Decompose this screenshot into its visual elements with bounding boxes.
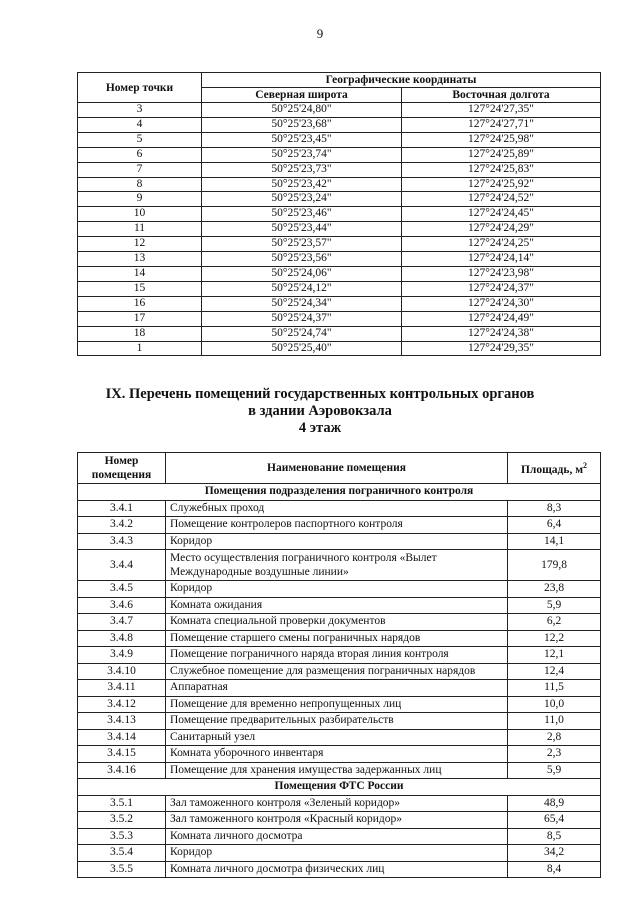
room-area-cell: 179,8 [508, 550, 601, 581]
point-number-cell: 17 [78, 311, 202, 326]
longitude-cell: 127°24'27,71" [402, 117, 601, 132]
room-row [78, 581, 601, 598]
room-number-cell: 3.4.10 [78, 663, 166, 680]
latitude-cell: 50°25'23,42" [202, 177, 402, 192]
longitude-cell: 127°24'24,29" [402, 222, 601, 237]
room-name-cell: Коридор [166, 533, 508, 550]
room-name-cell: Комната личного досмотра [166, 828, 508, 845]
point-number-cell: 12 [78, 237, 202, 252]
room-row [78, 729, 601, 746]
point-number-cell: 9 [78, 192, 202, 207]
room-number-cell: 3.5.3 [78, 828, 166, 845]
latitude-cell: 50°25'23,46" [202, 207, 402, 222]
point-number-cell: 14 [78, 266, 202, 281]
header-room-number: Номер помещения [78, 453, 166, 484]
room-area-cell: 8,4 [508, 861, 601, 878]
room-name-cell: Коридор [166, 845, 508, 862]
room-name-cell: Комната личного досмотра физических лиц [166, 861, 508, 878]
room-number-cell: 3.5.5 [78, 861, 166, 878]
latitude-cell: 50°25'23,56" [202, 252, 402, 267]
room-row [78, 812, 601, 829]
room-number-cell: 3.5.4 [78, 845, 166, 862]
header-longitude: Восточная долгота [402, 88, 601, 103]
room-area-cell: 5,9 [508, 762, 601, 779]
room-number-cell: 3.4.13 [78, 713, 166, 730]
room-number-cell: 3.4.12 [78, 696, 166, 713]
longitude-cell: 127°24'24,25" [402, 237, 601, 252]
room-row [78, 550, 601, 581]
latitude-cell: 50°25'24,37" [202, 311, 402, 326]
coordinate-row [78, 252, 601, 267]
point-number-cell: 18 [78, 326, 202, 341]
room-area-cell: 2,3 [508, 746, 601, 763]
rooms-table [77, 452, 601, 878]
room-row [78, 647, 601, 664]
latitude-cell: 50°25'23,74" [202, 147, 402, 162]
latitude-cell: 50°25'24,80" [202, 103, 402, 118]
room-name-cell: Помещение для временно непропущенных лиц [166, 696, 508, 713]
room-name-cell: Зал таможенного контроля «Красный коридор» [166, 812, 508, 829]
longitude-cell: 127°24'24,49" [402, 311, 601, 326]
latitude-cell: 50°25'24,06" [202, 266, 402, 281]
point-number-cell: 11 [78, 222, 202, 237]
point-number-cell: 15 [78, 281, 202, 296]
coordinate-row [78, 177, 601, 192]
room-area-cell: 12,1 [508, 647, 601, 664]
room-name-cell: Помещение для хранения имущества задержанных лиц [166, 762, 508, 779]
point-number-cell: 4 [78, 117, 202, 132]
room-row [78, 828, 601, 845]
coordinates-table [77, 72, 601, 356]
longitude-cell: 127°24'27,35" [402, 103, 601, 118]
room-area-cell: 8,3 [508, 500, 601, 517]
room-number-cell: 3.4.11 [78, 680, 166, 697]
header-room-area: Площадь, $м^2$ [508, 453, 601, 484]
room-name-cell: Комната уборочного инвентаря [166, 746, 508, 763]
room-area-cell: 11,0 [508, 713, 601, 730]
room-area-cell: 2,8 [508, 729, 601, 746]
room-name-cell: Помещение старшего смены пограничных нарядов [166, 630, 508, 647]
room-number-cell: 3.4.4 [78, 550, 166, 581]
room-number-cell: 3.5.2 [78, 812, 166, 829]
coordinate-row [78, 192, 601, 207]
room-area-cell: 34,2 [508, 845, 601, 862]
room-row [78, 500, 601, 517]
latitude-cell: 50°25'23,73" [202, 162, 402, 177]
longitude-cell: 127°24'24,30" [402, 296, 601, 311]
section-subtitle: в здании Аэровокзала [248, 403, 392, 419]
room-number-cell: 3.4.7 [78, 614, 166, 631]
room-number-cell: 3.4.3 [78, 533, 166, 550]
coordinate-row [78, 207, 601, 222]
room-area-cell: 6,4 [508, 517, 601, 534]
room-row [78, 630, 601, 647]
room-number-cell: 3.4.8 [78, 630, 166, 647]
room-row [78, 713, 601, 730]
group-title: Помещения ФТС России [78, 779, 601, 796]
room-number-cell: 3.5.1 [78, 795, 166, 812]
room-area-cell: 12,2 [508, 630, 601, 647]
floor-label: 4 этаж [298, 420, 342, 436]
coordinate-row [78, 326, 601, 341]
longitude-cell: 127°24'24,38" [402, 326, 601, 341]
section-title: IX. Перечень помещений государственных контрольных органов [105, 386, 535, 402]
latitude-cell: 50°25'24,34" [202, 296, 402, 311]
coordinate-row [78, 117, 601, 132]
group-row [78, 484, 601, 501]
room-area-cell: 65,4 [508, 812, 601, 829]
room-area-cell: 6,2 [508, 614, 601, 631]
coordinate-row [78, 311, 601, 326]
room-number-cell: 3.4.14 [78, 729, 166, 746]
longitude-cell: 127°24'24,14" [402, 252, 601, 267]
room-area-cell: 11,5 [508, 680, 601, 697]
room-area-cell: 5,9 [508, 597, 601, 614]
room-row [78, 861, 601, 878]
latitude-cell: 50°25'24,74" [202, 326, 402, 341]
room-area-cell: 48,9 [508, 795, 601, 812]
latitude-cell: 50°25'23,44" [202, 222, 402, 237]
room-row [78, 746, 601, 763]
room-area-cell: 23,8 [508, 581, 601, 598]
point-number-cell: 5 [78, 132, 202, 147]
coordinate-row [78, 103, 601, 118]
longitude-cell: 127°24'25,98" [402, 132, 601, 147]
header-latitude: Северная широта [202, 88, 402, 103]
point-number-cell: 16 [78, 296, 202, 311]
page-number: 9 [316, 26, 324, 41]
header-point-number: Номер точки [78, 73, 202, 103]
room-row [78, 663, 601, 680]
point-number-cell: 7 [78, 162, 202, 177]
room-name-cell: Помещение предварительных разбирательств [166, 713, 508, 730]
point-number-cell: 3 [78, 103, 202, 118]
point-number-cell: 10 [78, 207, 202, 222]
coordinate-row [78, 132, 601, 147]
room-name-cell: Комната ожидания [166, 597, 508, 614]
point-number-cell: 13 [78, 252, 202, 267]
coordinate-row [78, 266, 601, 281]
room-row [78, 845, 601, 862]
latitude-cell: 50°25'25,40" [202, 341, 402, 356]
room-name-cell: Место осуществления пограничного контроля «Вылет Международные воздушные линии» [166, 550, 508, 581]
longitude-cell: 127°24'25,92" [402, 177, 601, 192]
room-number-cell: 3.4.2 [78, 517, 166, 534]
longitude-cell: 127°24'29,35" [402, 341, 601, 356]
longitude-cell: 127°24'25,83" [402, 162, 601, 177]
longitude-cell: 127°24'24,37" [402, 281, 601, 296]
room-row [78, 680, 601, 697]
room-area-cell: 10,0 [508, 696, 601, 713]
room-row [78, 762, 601, 779]
coordinate-row [78, 341, 601, 356]
room-area-cell: 8,5 [508, 828, 601, 845]
room-name-cell: Санитарный узел [166, 729, 508, 746]
header-geo-coordinates: Географические координаты [202, 73, 601, 88]
longitude-cell: 127°24'23,98" [402, 266, 601, 281]
room-name-cell: Служебное помещение для размещения пограничных нарядов [166, 663, 508, 680]
room-name-cell: Зал таможенного контроля «Зеленый коридор» [166, 795, 508, 812]
room-area-cell: 12,4 [508, 663, 601, 680]
header-room-name: Наименование помещения [166, 453, 508, 484]
longitude-cell: 127°24'25,89" [402, 147, 601, 162]
longitude-cell: 127°24'24,52" [402, 192, 601, 207]
point-number-cell: 6 [78, 147, 202, 162]
coordinate-row [78, 237, 601, 252]
group-row [78, 779, 601, 796]
room-name-cell: Аппаратная [166, 680, 508, 697]
room-row [78, 696, 601, 713]
room-name-cell: Помещение контролеров паспортного контроля [166, 517, 508, 534]
room-name-cell: Помещение пограничного наряда вторая линия контроля [166, 647, 508, 664]
point-number-cell: 1 [78, 341, 202, 356]
room-name-cell: Служебных проход [166, 500, 508, 517]
room-area-cell: 14,1 [508, 533, 601, 550]
latitude-cell: 50°25'24,12" [202, 281, 402, 296]
latitude-cell: 50°25'23,68" [202, 117, 402, 132]
room-row [78, 614, 601, 631]
room-number-cell: 3.4.1 [78, 500, 166, 517]
coordinate-row [78, 296, 601, 311]
latitude-cell: 50°25'23,45" [202, 132, 402, 147]
room-name-cell: Коридор [166, 581, 508, 598]
room-row [78, 795, 601, 812]
room-number-cell: 3.4.6 [78, 597, 166, 614]
coordinate-row [78, 162, 601, 177]
room-number-cell: 3.4.16 [78, 762, 166, 779]
room-row [78, 597, 601, 614]
longitude-cell: 127°24'24,45" [402, 207, 601, 222]
coordinate-row [78, 147, 601, 162]
coordinate-row [78, 281, 601, 296]
room-number-cell: 3.4.9 [78, 647, 166, 664]
coordinate-row [78, 222, 601, 237]
latitude-cell: 50°25'23,57" [202, 237, 402, 252]
group-title: Помещения подразделения пограничного контроля [78, 484, 601, 501]
room-row [78, 517, 601, 534]
point-number-cell: 8 [78, 177, 202, 192]
latitude-cell: 50°25'23,24" [202, 192, 402, 207]
room-row [78, 533, 601, 550]
room-name-cell: Комната специальной проверки документов [166, 614, 508, 631]
room-number-cell: 3.4.15 [78, 746, 166, 763]
room-number-cell: 3.4.5 [78, 581, 166, 598]
